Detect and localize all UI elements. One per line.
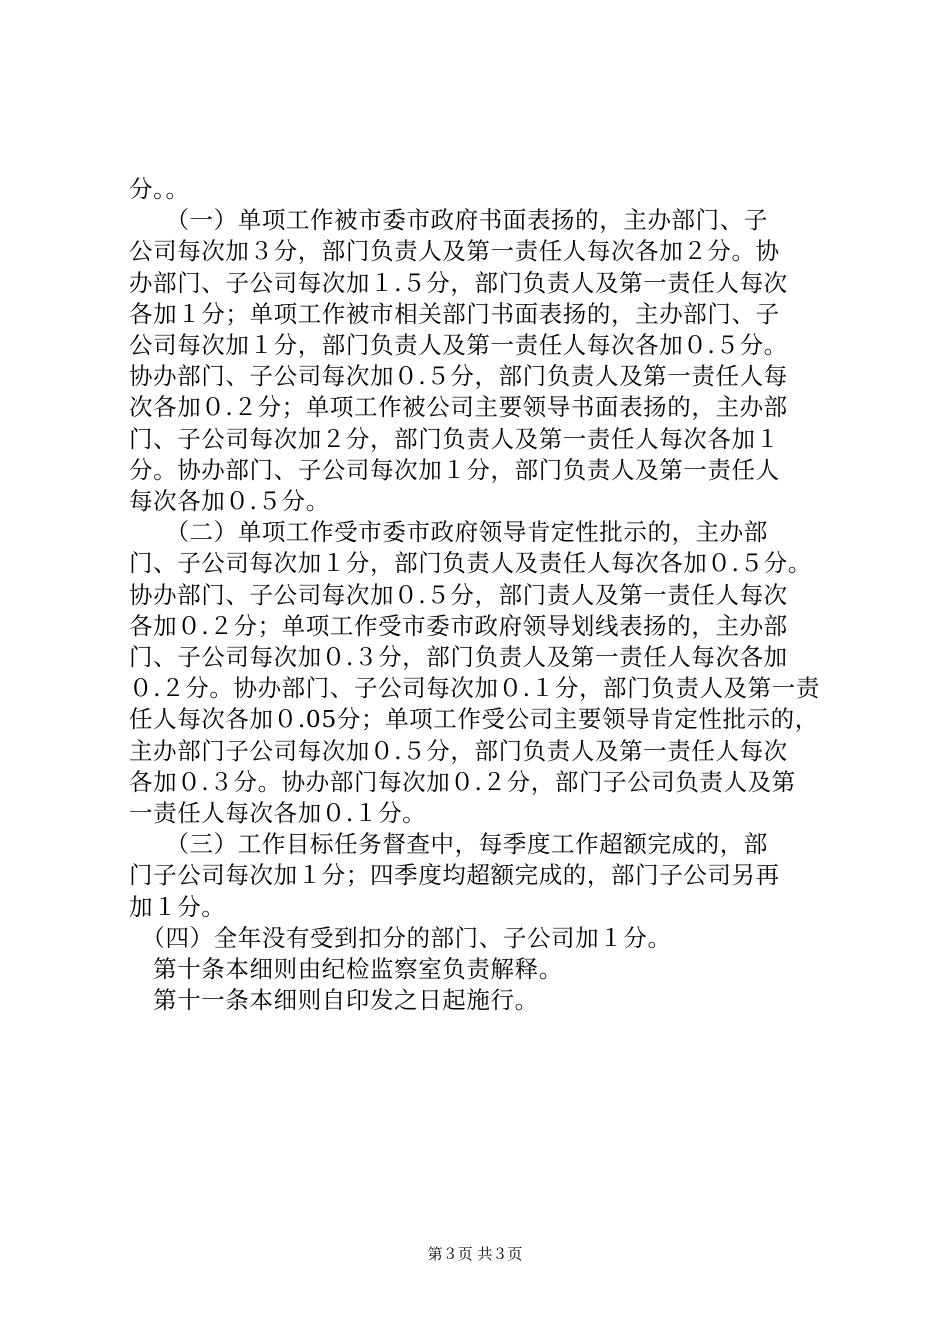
text-line: 各加１分；单项工作被市相关部门书面表扬的，主办部门、子 (129, 299, 780, 328)
text-line: 公司每次加３分，部门负责人及第一责任人每次各加２分。协 (129, 237, 780, 266)
text-line: 各加０.２分；单项工作受市委市政府领导划线表扬的，主办部 (129, 611, 788, 640)
text-line: 主办部门子公司每次加０.５分，部门负责人及第一责任人每次 (129, 736, 788, 765)
text-line: 分。。 (129, 175, 190, 203)
text-line: 协办部门、子公司每次加０.５分，部门负责人及第一责任人每 (129, 362, 788, 391)
text-line: 办部门、子公司每次加１.５分，部门负责人及第一责任人每次 (129, 268, 788, 297)
text-line: 每次各加０.５分。 (129, 487, 330, 516)
text-line: 第十一条本细则自印发之日起施行。 (129, 986, 539, 1015)
text-line: ０.２分。协办部门、子公司每次加０.１分，部门负责人及第一责 (129, 674, 820, 703)
page-number: 第３页 共３页 (427, 1245, 523, 1263)
text-line: 第十条本细则由纪检监察室负责解释。 (129, 955, 563, 984)
text-line: 门子公司每次加１分；四季度均超额完成的，部门子公司另再 (129, 861, 780, 890)
text-line: （二）单项工作受市委市政府领导肯定性批示的，主办部 (129, 518, 768, 547)
text-line: 任人每次各加０.05分；单项工作受公司主要领导肯定性批示的， (129, 705, 819, 734)
text-line: 加１分。 (129, 892, 226, 921)
text-line: 门、子公司每次加１分，部门负责人及责任人每次各加０.５分。 (129, 549, 812, 578)
text-line: （四）全年没有受到扣分的部门、子公司加１分。 (129, 923, 672, 952)
document-body (129, 174, 841, 1016)
text-line: （一）单项工作被市委市政府书面表扬的，主办部门、子 (129, 206, 768, 235)
page-footer (0, 1244, 950, 1264)
text-line: 协办部门、子公司每次加０.５分，部门责人及第一责任人每次 (129, 580, 788, 609)
text-line: 次各加０.２分；单项工作被公司主要领导书面表扬的，主办部 (129, 393, 788, 422)
text-line: 分。协办部门、子公司每次加１分，部门负责人及第一责任人 (129, 455, 780, 484)
text-line: 一责任人每次各加０.１分。 (129, 799, 427, 828)
text-line: （三）工作目标任务督查中，每季度工作超额完成的，部 (129, 830, 768, 859)
text-line: 门、子公司每次加２分，部门负责人及第一责任人每次各加１ (129, 424, 780, 453)
text-line: 门、子公司每次加０.３分，部门负责人及第一责任人每次各加 (129, 643, 788, 672)
text-line: 公司每次加１分，部门负责人及第一责任人每次各加０.５分。 (129, 331, 788, 360)
text-line: 各加０.３分。协办部门每次加０.２分，部门子公司负责人及第 (129, 767, 796, 796)
